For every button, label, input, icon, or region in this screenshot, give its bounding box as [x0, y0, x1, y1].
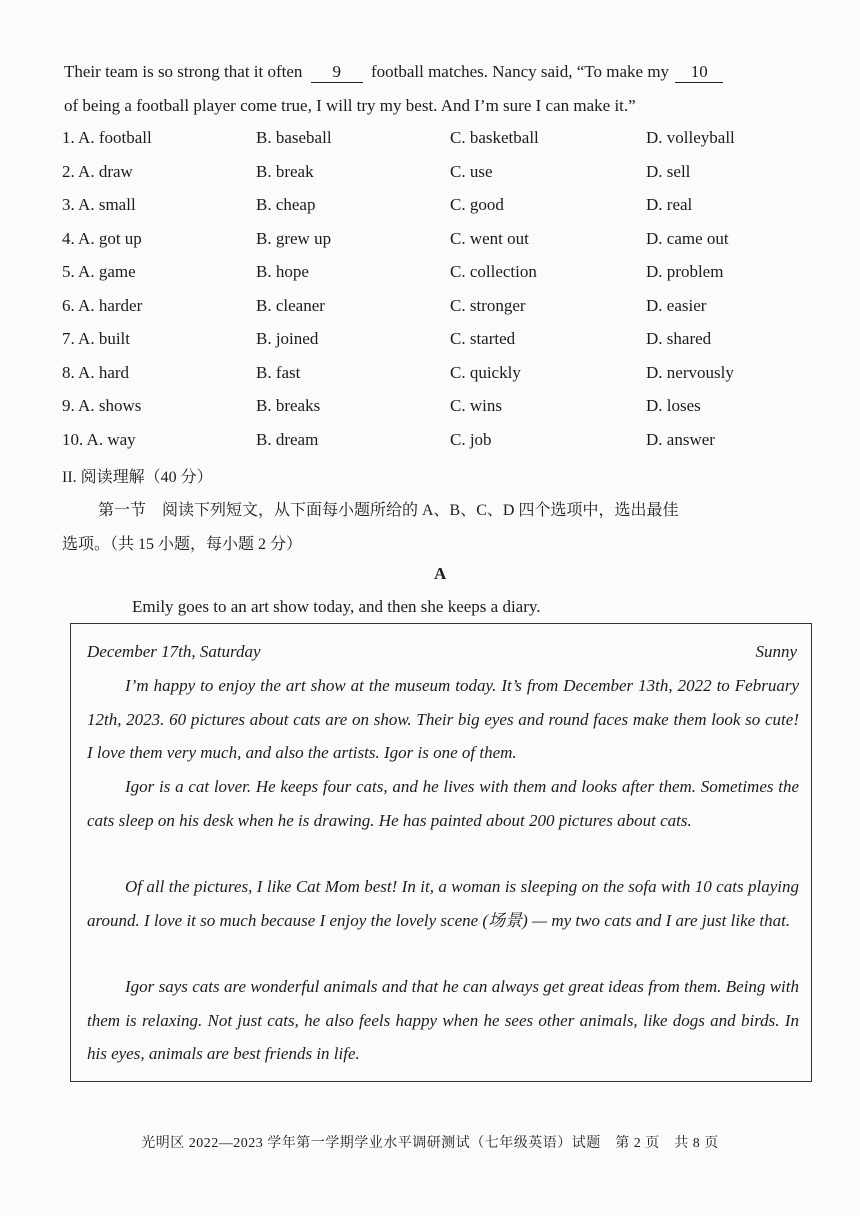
passage-intro: Emily goes to an art show today, and then she keeps a diary.	[132, 597, 541, 616]
option-a: 6. A. harder	[62, 295, 143, 315]
option-b: B. break	[256, 161, 314, 181]
option-row	[62, 430, 782, 454]
option-row	[62, 162, 782, 186]
diary-header	[87, 642, 797, 662]
option-c: C. basketball	[450, 128, 539, 147]
option-a: 5. A. game	[62, 262, 136, 281]
option-row	[62, 363, 782, 387]
option-c: C. started	[450, 329, 516, 348]
option-row	[62, 296, 782, 320]
option-a: 4. A. got up	[62, 228, 142, 248]
option-c: C. wins	[450, 396, 502, 415]
option-row	[62, 329, 782, 353]
option-c: C. use	[450, 161, 493, 181]
option-a: 7. A. built	[62, 329, 131, 348]
diary-paragraph: Igor says cats are wonderful animals and that he can always get great ideas from them. Being with them is relaxing. Not just cats, he also feels happy when he sees other animals, like dogs and birds. In his eyes, animals are best friends in life.	[87, 977, 799, 1063]
option-c: C. job	[450, 429, 492, 449]
option-a: 1. A. football	[62, 128, 152, 147]
option-b: B. cleaner	[256, 295, 325, 315]
passage-line-1	[64, 62, 723, 83]
option-a: 2. A. draw	[62, 161, 133, 181]
passage-line-2: of being a football player come true, I will try my best. And I’m sure I can make it.”	[64, 96, 636, 115]
option-b: B. joined	[256, 329, 319, 348]
option-c: C. went out	[450, 228, 529, 248]
option-row	[62, 195, 782, 219]
option-d: D. easier	[646, 295, 707, 315]
option-b: B. dream	[256, 429, 319, 449]
passage-text: football matches. Nancy said, “To make my	[370, 62, 670, 81]
option-d: D. shared	[646, 329, 712, 348]
blank-10: 10	[675, 62, 723, 83]
option-b: B. fast	[256, 362, 301, 382]
blank-9: 9	[311, 62, 363, 83]
option-a: 8. A. hard	[62, 362, 130, 382]
diary-box	[70, 623, 812, 1082]
diary-paragraph: Igor is a cat lover. He keeps four cats, and he lives with them and looks after them. Sometimes the cats sleep on his desk when he is drawing. He has painted about 200 pictures about cats.	[87, 777, 799, 830]
instruction-line-2: 选项。（共 15 小题，每小题 2 分）	[62, 536, 303, 553]
option-c: C. good	[450, 195, 504, 214]
diary-weather: Sunny	[755, 642, 797, 661]
option-row	[62, 229, 782, 253]
option-row	[62, 128, 782, 152]
option-a: 10. A. way	[62, 429, 136, 449]
option-d: D. came out	[646, 228, 729, 248]
option-b: B. breaks	[256, 396, 321, 415]
option-d: D. sell	[646, 161, 691, 181]
option-b: B. hope	[256, 262, 309, 281]
option-d: D. problem	[646, 262, 724, 281]
page-footer: 光明区 2022—2023 学年第一学期学业水平调研测试（七年级英语）试题 第 2 页 共 8 页	[141, 1136, 719, 1151]
option-row	[62, 396, 782, 420]
instruction-line-1: 第一节 阅读下列短文，从下面每小题所给的 A、B、C、D 四个选项中，选出最佳	[98, 502, 679, 519]
option-a: 9. A. shows	[62, 396, 142, 415]
diary-paragraph: Of all the pictures, I like Cat Mom best! In it, a woman is sleeping on the sofa with 10 cats playing around. I love it so much because I enjoy the lovely scene (场景) — my two cats and I are just like that.	[87, 877, 799, 930]
option-c: C. quickly	[450, 362, 521, 382]
passage-text: Their team is so strong that it often	[64, 62, 303, 81]
option-d: D. loses	[646, 396, 701, 415]
option-d: D. real	[646, 195, 693, 214]
option-c: C. collection	[450, 262, 537, 281]
diary-date: December 17th, Saturday	[87, 642, 261, 661]
option-b: B. cheap	[256, 195, 316, 214]
option-row	[62, 262, 782, 286]
option-d: D. answer	[646, 429, 715, 449]
option-a: 3. A. small	[62, 195, 136, 214]
option-b: B. grew up	[256, 228, 332, 248]
option-d: D. nervously	[646, 362, 734, 382]
passage-label: A	[434, 564, 447, 583]
option-b: B. baseball	[256, 128, 332, 147]
option-c: C. stronger	[450, 295, 526, 315]
option-d: D. volleyball	[646, 128, 735, 147]
section-title: II. 阅读理解（40 分）	[62, 469, 213, 486]
diary-paragraph: I’m happy to enjoy the art show at the museum today. It’s from December 13th, 2022 to February 12th, 2023. 60 pictures about cats are on show. Their big eyes and round faces make them look so cute! I love them very much, and also the artists. Igor is one of them.	[87, 676, 799, 762]
